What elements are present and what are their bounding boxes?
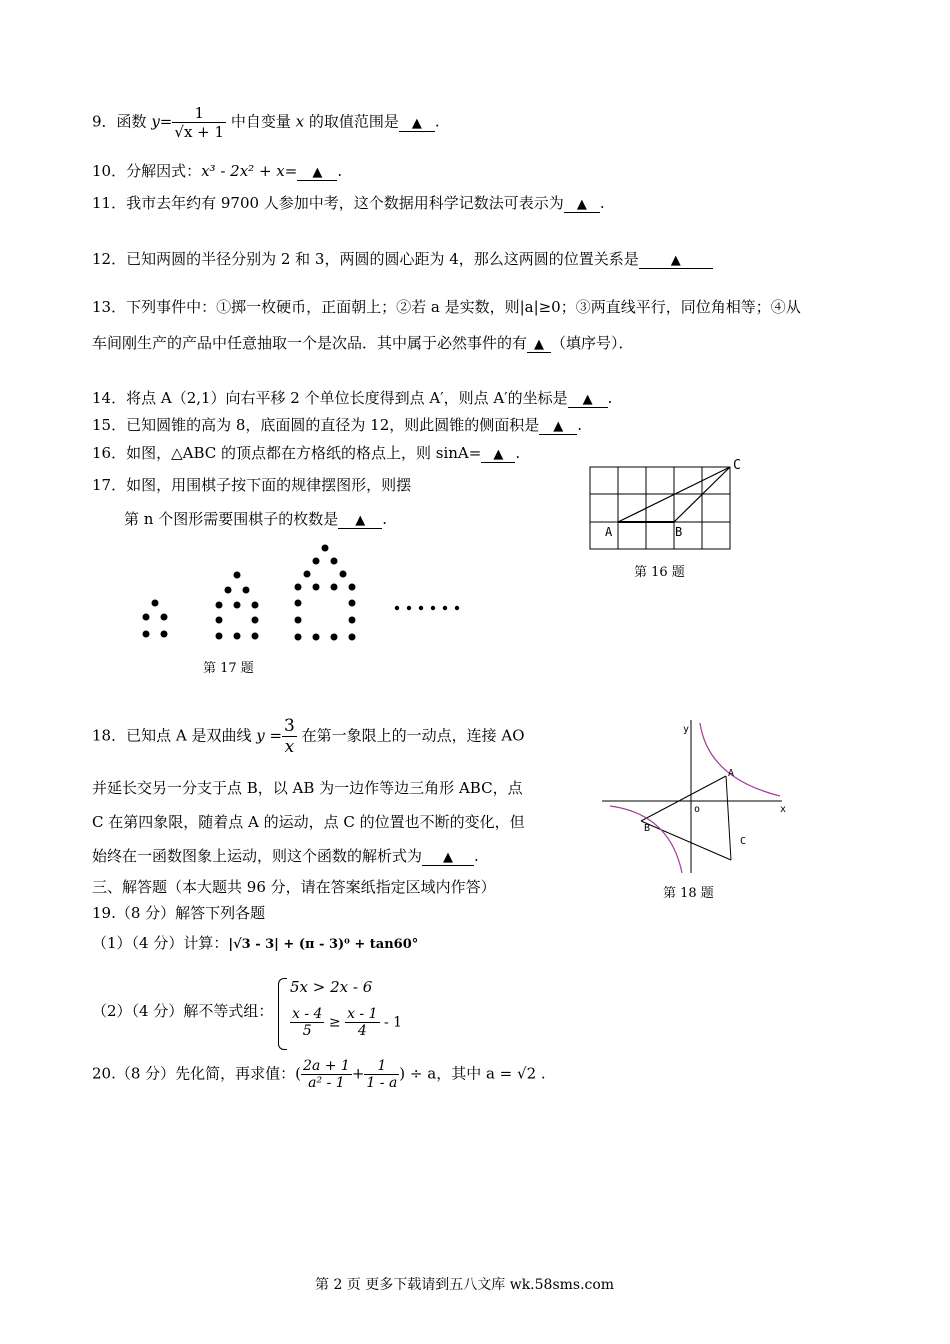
q9-fraction	[172, 104, 226, 141]
q9-text2: 的取值范围是	[304, 112, 399, 131]
q14-text: 14．将点 A（2,1）向右平移 2 个单位长度得到点 A′，则点 A′的坐标是	[92, 389, 568, 407]
q18-denominator: x	[284, 737, 295, 757]
answer-blank[interactable]: ▲	[422, 850, 474, 866]
ineq2-right-num: x - 1	[347, 1006, 378, 1022]
figure-17-dots	[135, 540, 475, 650]
q10-expression: x³ - 2x² + x	[201, 162, 285, 180]
q19-expression: |√3 - 3| + (π - 3)⁰ + tan60°	[228, 937, 419, 952]
question-17-line1	[92, 474, 411, 495]
label-c: C	[733, 458, 741, 473]
question-14	[92, 387, 612, 408]
q18-y: y =	[256, 726, 283, 745]
q19-part1-label: （1）（4 分）计算：	[92, 934, 229, 952]
inequality-1: 5x > 2x - 6	[290, 978, 373, 996]
inequality-2	[290, 1006, 402, 1039]
label-b: B	[675, 525, 683, 539]
segment-ac	[726, 776, 731, 860]
ineq2-right	[345, 1006, 379, 1039]
question-18-line3: C 在第四象限，随着点 A 的运动，点 C 的位置也不断的变化，但	[92, 813, 525, 831]
q18-end: .	[474, 847, 479, 865]
q20-suffix: ) ÷ a，其中 a = √2 .	[399, 1064, 546, 1083]
answer-blank[interactable]: ▲	[338, 513, 382, 529]
answer-blank[interactable]: ▲	[297, 165, 337, 181]
q20-frac-1	[301, 1058, 352, 1091]
q13-text-line1: 13．下列事件中：①掷一枚硬币，正面朝上；②若 a 是实数，则|a|≥0；③两直线平行，同位角相等；④从	[92, 298, 801, 316]
q15-text: 15．已知圆锥的高为 8，底面圆的直径为 12，则此圆锥的侧面积是	[92, 416, 540, 434]
ineq2-left-den: 5	[302, 1023, 312, 1039]
q17-end: .	[382, 510, 387, 528]
figure-18-caption: 第 18 题	[663, 886, 714, 901]
q20-plus: +	[351, 1064, 365, 1083]
q16-text: 16．如图，△ABC 的顶点都在方格纸的格点上，则 sinA=	[92, 444, 482, 462]
segment-bc	[641, 821, 731, 860]
q18-text-line4: 始终在一函数图象上运动，则这个函数的解析式为	[92, 847, 423, 865]
q13-end: （填序号）．	[551, 334, 634, 352]
hyperbola-branch-2	[610, 806, 682, 873]
q20-f2-den: 1 - a	[366, 1075, 398, 1091]
q18-numerator: 3	[284, 716, 295, 736]
label-c: C	[740, 836, 747, 847]
label-a: A	[605, 525, 613, 539]
answer-blank[interactable]: ▲	[539, 419, 577, 435]
q14-end: .	[607, 389, 613, 407]
q10-end: .	[337, 162, 343, 180]
q15-end: .	[577, 416, 583, 434]
ellipsis-text: ……	[385, 642, 387, 643]
question-16	[92, 442, 520, 463]
q20-f1-den: a² - 1	[308, 1075, 345, 1091]
question-18-line2: 并延长交另一分支于点 B，以 AB 为一边作等边三角形 ABC，点	[92, 779, 523, 797]
q20-f2-num: 1	[364, 1058, 399, 1075]
q17-text-line1: 17．如图，用围棋子按下面的规律摆图形，则摆	[92, 476, 412, 494]
ineq2-geq: ≥	[328, 1014, 341, 1031]
answer-blank[interactable]: ▲	[568, 392, 608, 408]
q18-fraction	[282, 716, 297, 757]
q11-end: .	[599, 194, 605, 212]
question-13-line1	[92, 296, 801, 317]
q13-text-line2: 车间刚生产的产品中任意抽取一个是次品．其中属于必然事件的有	[92, 334, 528, 352]
q9-denominator: √x + 1	[174, 123, 225, 141]
hyperbola-branch-1	[700, 723, 780, 796]
q9-numerator: 1	[172, 104, 226, 123]
label-o: o	[694, 804, 701, 815]
question-13-line2	[92, 332, 634, 353]
answer-blank[interactable]: ▲	[399, 116, 435, 132]
label-a: A	[728, 768, 735, 779]
q9-x: x	[295, 112, 305, 131]
question-20	[92, 1058, 546, 1091]
question-18-line1	[92, 716, 525, 757]
q17-text-line2: 第 n 个图形需要围棋子的枚数是	[124, 510, 339, 528]
question-19-part2	[92, 1000, 273, 1021]
question-17-line2	[124, 508, 387, 529]
ineq2-left-num: x - 4	[292, 1006, 323, 1022]
figure-16-grid	[585, 455, 755, 555]
q16-end: .	[515, 444, 521, 462]
answer-blank[interactable]: ▲	[564, 197, 600, 213]
question-15	[92, 414, 582, 435]
question-12	[92, 248, 713, 269]
ineq2-left	[290, 1006, 324, 1039]
q20-f1-num: 2a + 1	[303, 1058, 350, 1074]
answer-blank[interactable]: ▲	[639, 253, 713, 269]
label-x: x	[780, 804, 787, 815]
label-y: y	[683, 724, 690, 735]
q9-eq: =	[159, 112, 173, 131]
q9-denominator-text: x + 1	[183, 123, 225, 141]
question-11	[92, 192, 605, 213]
ineq2-tail: - 1	[383, 1014, 403, 1031]
q9-prefix: 9．函数	[92, 112, 152, 131]
q18-text: 在第一象限上的一动点，连接 AO	[296, 726, 525, 745]
ineq2-right-den: 4	[357, 1023, 367, 1039]
brace	[278, 978, 287, 1050]
answer-blank[interactable]: ▲	[527, 337, 551, 353]
figure-16-caption: 第 16 题	[634, 565, 685, 580]
q18-prefix: 18．已知点 A 是双曲线	[92, 726, 257, 745]
question-19-part1	[92, 932, 418, 953]
q19-part2-label: （2）（4 分）解不等式组：	[92, 1002, 274, 1020]
question-19-title: 19.（8 分）解答下列各题	[92, 904, 266, 922]
q20-frac-2	[364, 1058, 399, 1091]
q9-end: .	[434, 112, 440, 131]
label-b: B	[644, 823, 651, 834]
q9-y: y	[151, 112, 160, 131]
q20-prefix: 20.（8 分）先化简，再求值：(	[92, 1064, 302, 1083]
question-9	[92, 104, 440, 141]
figure-17-caption: 第 17 题	[203, 661, 254, 676]
q10-prefix: 10．分解因式：	[92, 162, 202, 180]
page-footer: 第 2 页 更多下载请到五八文库 wk.58sms.com	[315, 1277, 615, 1293]
segment-ab	[641, 776, 726, 821]
q11-text: 11．我市去年约有 9700 人参加中考，这个数据用科学记数法可表示为	[92, 194, 564, 212]
answer-blank[interactable]: ▲	[481, 447, 515, 463]
q9-text: 中自变量	[226, 112, 296, 131]
section-3-title: 三、解答题（本大题共 96 分，请在答案纸指定区域内作答）	[92, 878, 496, 896]
q10-eq: =	[284, 162, 298, 180]
q12-text: 12．已知两圆的半径分别为 2 和 3，两圆的圆心距为 4，那么这两圆的位置关系是	[92, 250, 639, 268]
figure-18-graph	[600, 718, 795, 878]
question-10	[92, 160, 342, 181]
question-18-line4	[92, 845, 479, 866]
